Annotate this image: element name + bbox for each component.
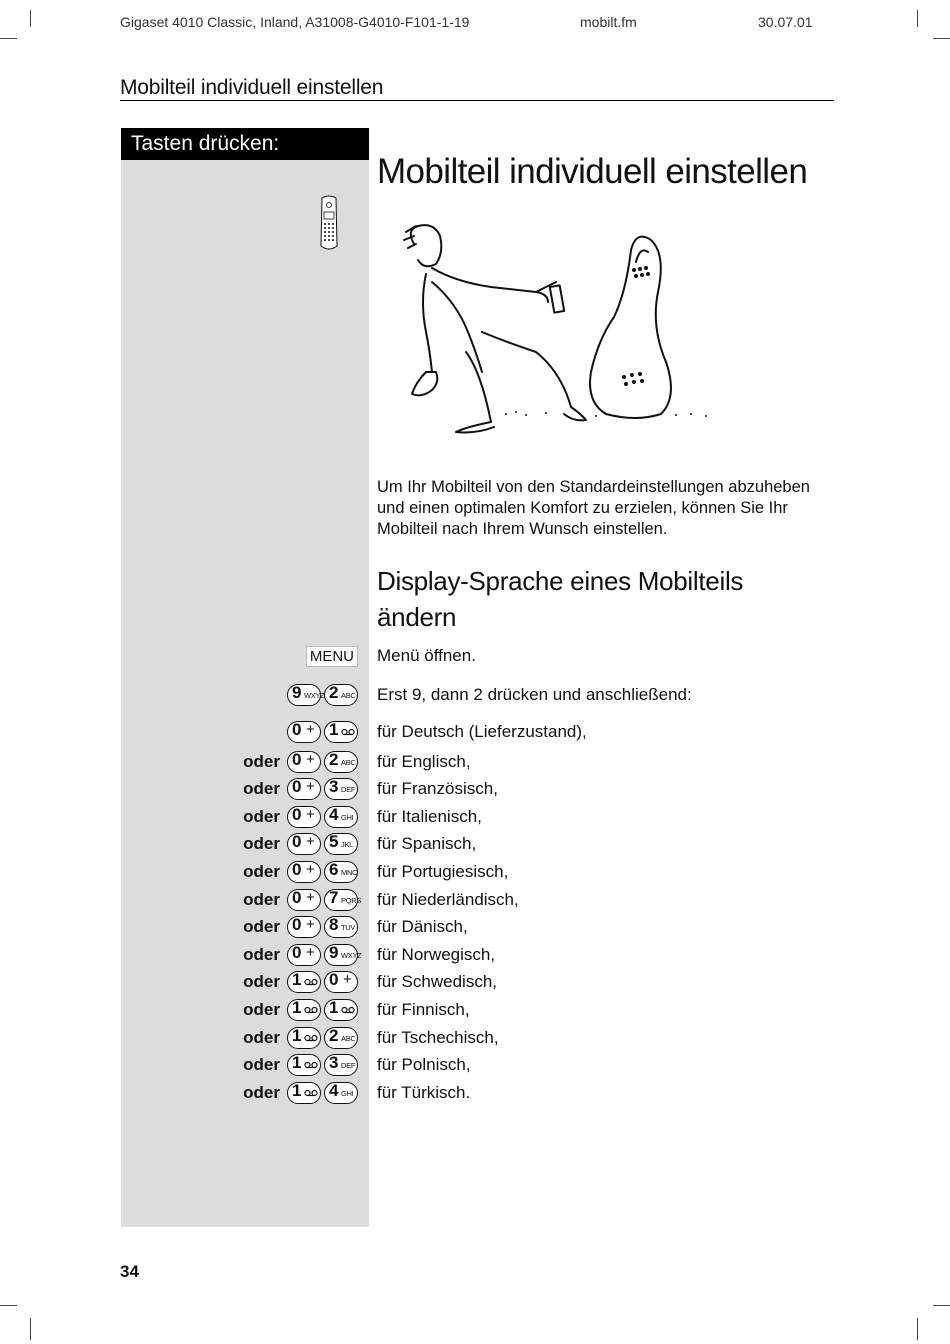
key-1-icon: 1 — [324, 999, 358, 1021]
key-0-icon: 0 + — [287, 916, 321, 938]
language-option-text: für Türkisch. — [377, 1082, 471, 1102]
language-option-text: für Spanisch, — [377, 834, 477, 854]
illustration-man-with-phone — [396, 222, 726, 437]
header-document-id: Gigaset 4010 Classic, Inland, A31008-G4010-F101-1-19 — [120, 14, 470, 30]
key-0-icon: 0 + — [287, 861, 321, 883]
oder-label: oder — [243, 944, 280, 964]
crop-mark — [0, 1305, 17, 1306]
key-3-icon: 3 DEF — [324, 778, 358, 800]
key-5-icon: 5 JKL — [324, 833, 358, 855]
key-column-header: Tasten drücken: — [121, 128, 369, 160]
key-1-icon: 1 — [287, 1027, 321, 1049]
oder-label: oder — [243, 862, 280, 881]
key-8-icon: 8 TUV — [324, 916, 358, 938]
language-key-sequence — [243, 805, 358, 829]
crop-mark — [917, 10, 918, 27]
crop-mark — [917, 1318, 918, 1340]
key-2-icon: 2 ABC — [324, 1027, 358, 1049]
crop-mark — [30, 10, 31, 27]
key-0-icon: 0 + — [287, 806, 321, 828]
key-6-icon: 6 MNO — [324, 861, 358, 883]
key-7-icon: 7 PQRS — [324, 889, 358, 911]
oder-label: oder — [243, 1055, 280, 1075]
key-2-icon: 2 ABC — [324, 684, 358, 706]
oder-label: oder — [243, 834, 280, 854]
key-1-icon: 1 — [287, 1054, 321, 1076]
language-key-sequence — [243, 915, 358, 939]
key-4-icon: 4 GHI — [324, 806, 358, 828]
key-3-icon: 3 DEF — [324, 1054, 358, 1076]
key-sequence-9-2 — [287, 683, 358, 707]
key-0-icon: 0 + — [287, 778, 321, 800]
key-9-icon: 9 WXYZ — [324, 944, 358, 966]
language-option-text: für Englisch, — [377, 751, 471, 771]
menu-key-row — [306, 644, 358, 668]
language-key-sequence — [243, 1026, 358, 1050]
oder-label: oder — [243, 806, 280, 826]
oder-label: oder — [243, 751, 280, 771]
section-title: Mobilteil individuell einstellen — [120, 76, 384, 99]
step-text-open-menu: Menü öffnen. — [377, 646, 476, 665]
oder-label: oder — [243, 917, 280, 937]
language-key-sequence — [243, 1053, 358, 1077]
language-key-sequence — [243, 777, 358, 801]
language-option-text: für Polnisch, — [377, 1055, 471, 1075]
language-key-sequence — [243, 860, 358, 884]
oder-label: oder — [243, 1027, 280, 1047]
crop-mark — [933, 38, 950, 39]
key-0-icon: 0 + — [287, 889, 321, 911]
language-key-sequence — [243, 1081, 358, 1105]
oder-label: oder — [243, 1082, 280, 1102]
oder-label: oder — [243, 889, 280, 909]
language-option-text: für Finnisch, — [377, 1000, 470, 1019]
header-file-name: mobilt.fm — [580, 14, 637, 30]
language-key-sequence — [243, 750, 358, 774]
key-9-icon: 9 WXYZ — [287, 684, 321, 706]
key-0-icon: 0 + — [287, 751, 321, 773]
oder-label: oder — [243, 779, 280, 799]
key-0-icon: 0 + — [324, 971, 358, 993]
language-option-text: für Norwegisch, — [377, 944, 496, 964]
main-title: Mobilteil individuell einstellen — [377, 152, 808, 191]
menu-key: MENU — [306, 646, 358, 667]
language-key-sequence — [243, 998, 358, 1022]
language-option-text: für Niederländisch, — [377, 889, 519, 909]
crop-mark — [0, 38, 17, 39]
oder-label: oder — [243, 1000, 280, 1019]
key-1-icon: 1 — [287, 971, 321, 993]
key-2-icon: 2 ABC — [324, 751, 358, 773]
language-key-sequence — [287, 720, 358, 744]
language-option-text: für Schwedisch, — [377, 972, 497, 992]
key-1-icon: 1 — [287, 1082, 321, 1104]
crop-mark — [30, 1318, 31, 1340]
header-date: 30.07.01 — [758, 14, 813, 30]
handset-icon — [318, 194, 340, 254]
language-key-sequence — [243, 887, 362, 912]
key-1-icon: 1 — [324, 721, 358, 743]
page-number: 34 — [120, 1262, 139, 1281]
crop-mark — [933, 1305, 950, 1306]
intro-paragraph: Um Ihr Mobilteil von den Standardeinstellungen abzuheben und einen optimalen Komfort zu erzielen, können Sie Ihr Mobilteil nach Ihrem Wunsch einstellen. — [377, 478, 810, 538]
oder-label: oder — [243, 972, 280, 992]
language-option-text: für Italienisch, — [377, 806, 482, 826]
language-option-text: für Deutsch (Lieferzustand), — [377, 722, 587, 741]
subsection-title: Display-Sprache eines Mobilteils ändern — [377, 566, 744, 632]
key-0-icon: 0 + — [287, 944, 321, 966]
language-option-text: für Tschechisch, — [377, 1027, 499, 1047]
key-1-icon: 1 — [287, 999, 321, 1021]
key-4-icon: 4 GHI — [324, 1082, 358, 1104]
language-key-sequence — [243, 832, 358, 856]
key-0-icon: 0 + — [287, 833, 321, 855]
language-key-sequence — [243, 970, 358, 994]
language-key-sequence — [243, 942, 362, 967]
language-option-text: für Französisch, — [377, 779, 498, 799]
step-text-press-9-2: Erst 9, dann 2 drücken und anschließend: — [377, 685, 692, 704]
divider — [120, 100, 834, 101]
key-0-icon: 0 + — [287, 721, 321, 743]
language-option-text: für Portugiesisch, — [377, 862, 509, 881]
language-option-text: für Dänisch, — [377, 917, 468, 937]
